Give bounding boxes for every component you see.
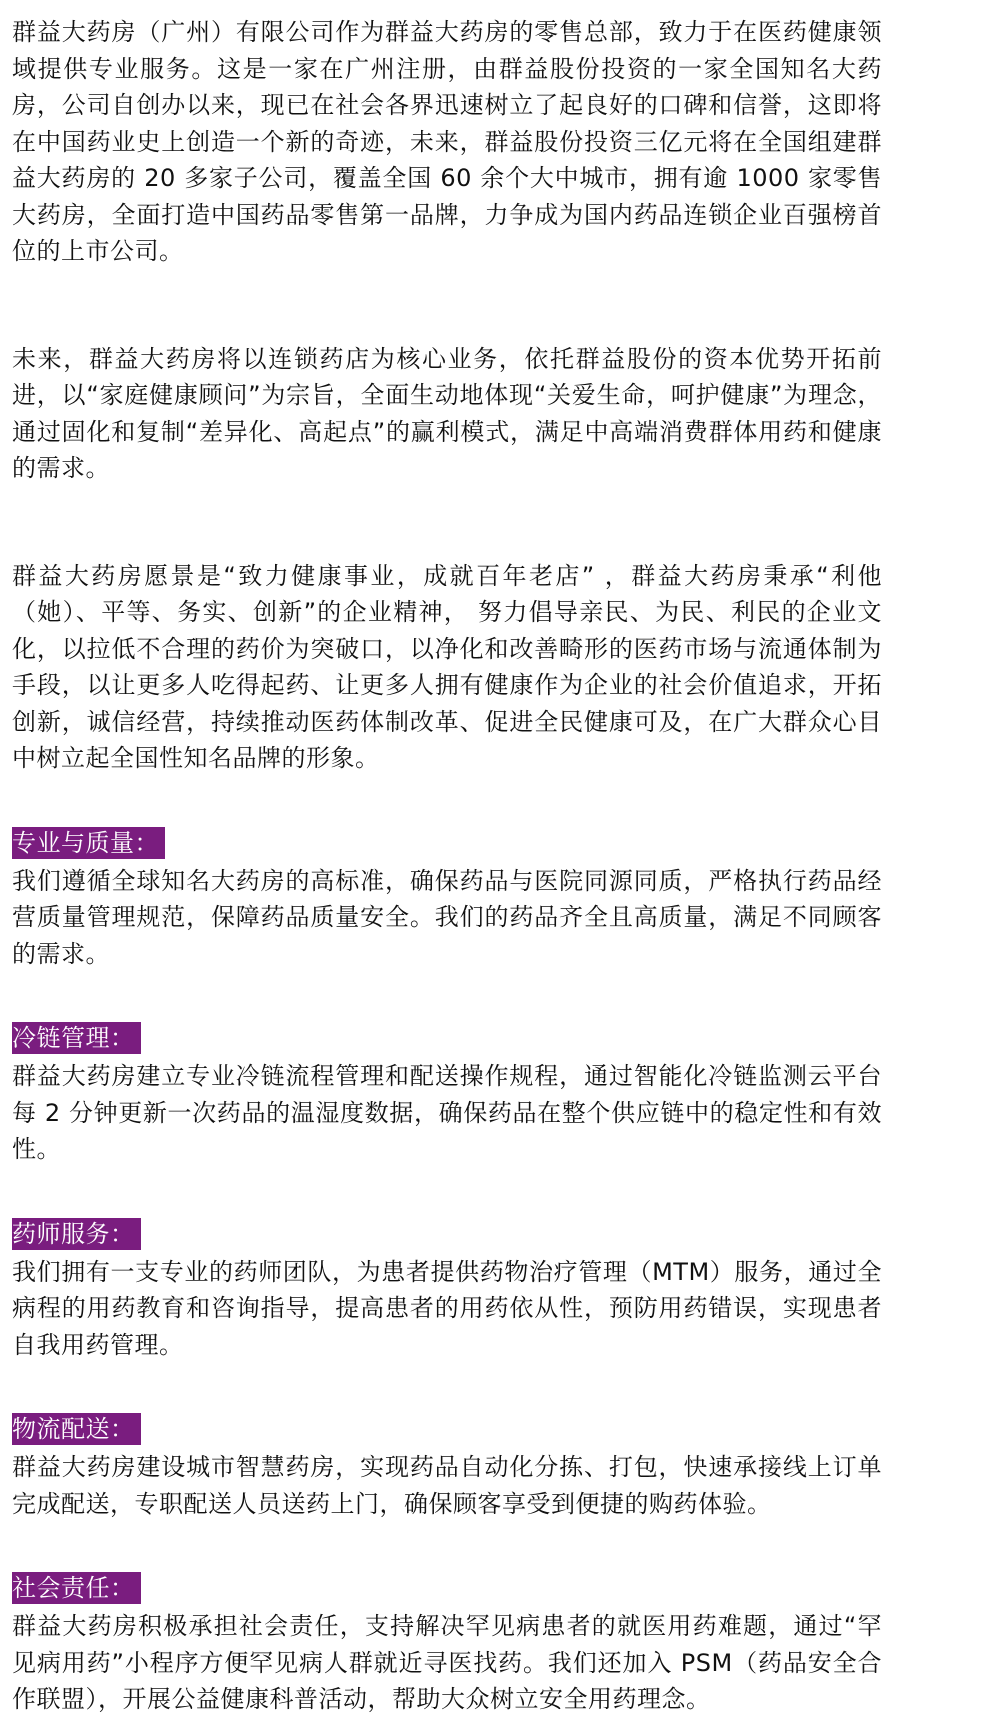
section-heading: 专业与质量： (12, 827, 165, 859)
document-body (12, 14, 882, 1718)
section-cold-chain (12, 1022, 882, 1168)
section-body: 群益大药房建设城市智慧药房，实现药品自动化分拣、打包，快速承接线上订单完成配送，专职配送人员送药上门，确保顾客享受到便捷的购药体验。 (12, 1453, 882, 1518)
section-body: 我们拥有一支专业的药师团队，为患者提供药物治疗管理（MTM）服务，通过全病程的用药教育和咨询指导，提高患者的用药依从性，预防用药错误，实现患者自我用药管理。 (12, 1257, 882, 1359)
section-heading: 冷链管理： (12, 1022, 141, 1054)
section-body: 群益大药房积极承担社会责任，支持解决罕见病患者的就医用药难题，通过“罕见病用药”小程序方便罕见病人群就近寻医找药。我们还加入 PSM（药品安全合作联盟），开展公益健康科普活动，帮助大众树立安全用药理念。 (12, 1612, 882, 1713)
section-body: 群益大药房建立专业冷链流程管理和配送操作规程，通过智能化冷链监测云平台每 2 分钟更新一次药品的温湿度数据，确保药品在整个供应链中的稳定性和有效性。 (12, 1062, 882, 1163)
section-heading: 药师服务： (12, 1218, 141, 1250)
intro-paragraph-3: 群益大药房愿景是“致力健康事业，成就百年老店” ，群益大药房秉承“利他（她）、平等、务实、创新”的企业精神， 努力倡导亲民、为民、利民的企业文化，以拉低不合理的药价为突破口，以净化和改善畸形的医药市场与流通体制为手段，以让更多人吃得起药、让更多人拥有健康作为企业的社会价值追求，开拓创新，诚信经营，持续推动医药体制改革、促进全民健康可及，在广大群众心目中树立起全国性知名品牌的形象。 (12, 561, 882, 772)
section-heading: 社会责任： (12, 1572, 141, 1604)
section-heading: 物流配送： (12, 1413, 141, 1445)
section-pharmacist (12, 1218, 882, 1364)
section-social-responsibility (12, 1572, 882, 1718)
intro-paragraph-1: 群益大药房（广州）有限公司作为群益大药房的零售总部，致力于在医药健康领域提供专业服务。这是一家在广州注册，由群益股份投资的一家全国知名大药房，公司自创办以来，现已在社会各界迅速树立了起良好的口碑和信誉，这即将在中国药业史上创造一个新的奇迹，未来，群益股份投资三亿元将在全国组建群益大药房的 20 多家子公司，覆盖全国 60 余个大中城市，拥有逾 1000 家零售大药房，全面打造中国药品零售第一品牌，力争成为国内药品连锁企业百强榜首位的上市公司。 (12, 18, 882, 265)
section-body: 我们遵循全球知名大药房的高标准，确保药品与医院同源同质，严格执行药品经营质量管理规范，保障药品质量安全。我们的药品齐全且高质量，满足不同顾客的需求。 (12, 866, 882, 968)
section-logistics (12, 1413, 882, 1522)
section-quality (12, 827, 882, 973)
intro-paragraph-2: 未来，群益大药房将以连锁药店为核心业务，依托群益股份的资本优势开拓前进，以“家庭健康顾问”为宗旨，全面生动地体现“关爱生命，呵护健康”为理念，通过固化和复制“差异化、高起点”的赢利模式，满足中高端消费群体用药和健康的需求。 (12, 344, 882, 482)
